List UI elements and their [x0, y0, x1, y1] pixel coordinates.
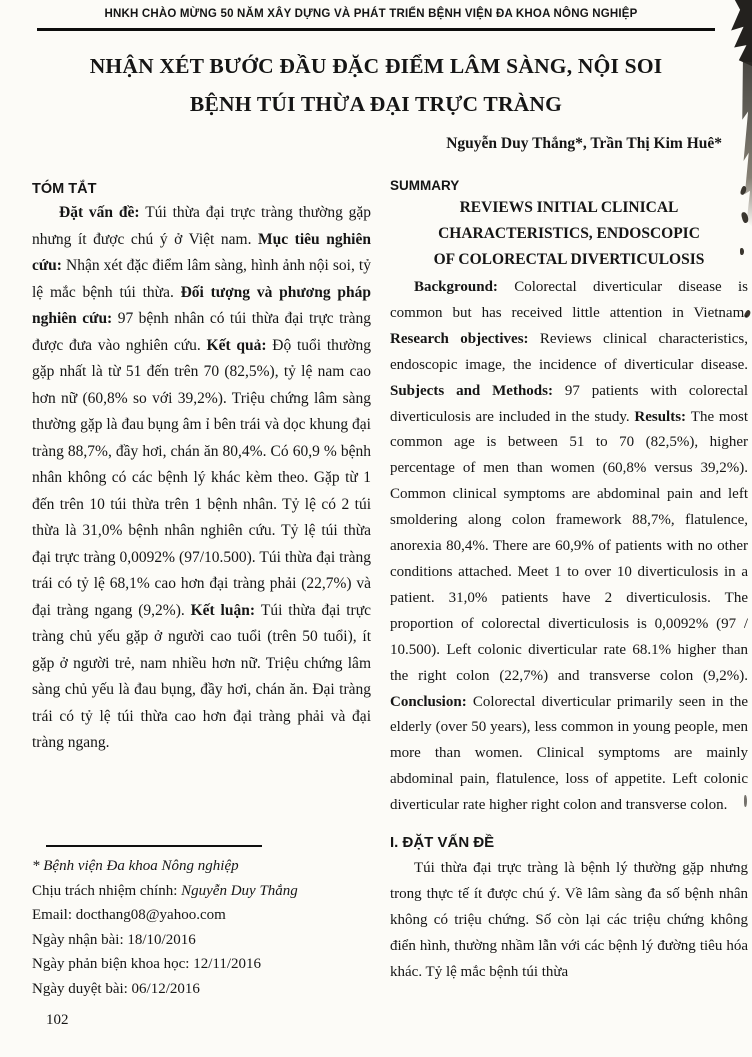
introduction-paragraph: Túi thừa đại trực tràng là bệnh lý thường gặp nhưng trong thực tế ít được chú ý. Về lâm sàng đa số bệnh nhân không có triệu chứng. Số còn lại các triệu chứng không điển hình, thường nhầm lẫn với các bệnh lý đường tiêu hóa khác. Tỷ lệ mắc bệnh túi thừa — [390, 860, 748, 980]
summary-title — [390, 195, 748, 273]
footnote-line-approved-date: Ngày duyệt bài: 06/12/2016 — [32, 980, 200, 997]
header-rule — [37, 28, 715, 31]
scan-artifact-corner — [716, 0, 752, 68]
authors-line: Nguyễn Duy Thắng*, Trần Thị Kim Huê* — [446, 135, 722, 152]
article-title — [55, 47, 697, 123]
footnote-line-review-date: Ngày phản biện khoa học: 12/11/2016 — [32, 956, 261, 973]
footnote-block — [32, 845, 371, 1001]
summary-section — [390, 178, 748, 986]
summary-title-line3: OF COLORECTAL DIVERTICULOSIS — [433, 251, 705, 268]
abstract-heading: TÓM TẮT — [32, 181, 97, 197]
footnote-line-responsible: Chịu trách nhiệm chính: Nguyễn Duy Thắng — [32, 882, 298, 899]
footnote-line-affiliation: * Bệnh viện Đa khoa Nông nghiệp — [32, 858, 239, 875]
article-title-line1: NHẬN XÉT BƯỚC ĐẦU ĐẶC ĐIỂM LÂM SÀNG, NỘI SOI — [89, 54, 663, 78]
footnote-line-received-date: Ngày nhận bài: 18/10/2016 — [32, 931, 196, 948]
introduction-heading: I. ĐẶT VẤN ĐỀ — [390, 834, 495, 852]
footnote-line-email: Email: docthang08@yahoo.com — [32, 907, 226, 924]
abstract-paragraph: Đặt vấn đề: Túi thừa đại trực tràng thường gặp nhưng ít được chú ý ở Việt nam. Mục tiêu nghiên cứu: Nhận xét đặc điểm lâm sàng, hình ảnh nội soi, tỷ lệ mắc bệnh túi thừa. Đối tượng và phương pháp nghiên cứu: 97 bệnh nhân có túi thừa đại trực tràng được đưa vào nghiên cứu. Kết quả: Độ tuổi thường gặp nhất là từ 51 đến trên 70 (82,5%), tỷ lệ nam cao hơn nữ (60,8% so với 39,2%). Triệu chứng lâm sàng thường gặp là đau bụng âm ỉ bên trái và dọc khung đại tràng 88,7%, đầy hơi, chán ăn 80,4%. Có 60,9 % bệnh nhân không có các bệnh lý khác kèm theo. Gặp từ 1 đến trên 10 túi thừa trên 1 bệnh nhân. Tỷ lệ có 2 túi thừa là 31,0% bệnh nhân nghiên cứu. Tỷ lệ túi thừa đại trực tràng 0,0092% (97/10.500). Túi thừa đại tràng trái có tỷ lệ 68,1% cao hơn đại tràng phải (22,7%) và đại tràng ngang (9,2%). Kết luận: Túi thừa đại trực tràng chủ yếu gặp ở người cao tuổi (trên 50 tuổi), ít gặp ở người trẻ, nam nhiều hơn nữ. Triệu chứng lâm sàng chủ yếu là đau bụng, đầy hơi, chán ăn. Đại tràng trái có tỷ lệ túi thừa cao hơn đại tràng phải và đại tràng ngang. — [32, 204, 372, 751]
journal-header: HNKH CHÀO MỪNG 50 NĂM XÂY DỰNG VÀ PHÁT TRIỂN BỆNH VIỆN ĐA KHOA NÔNG NGHIỆP — [104, 8, 638, 20]
summary-title-line1: REVIEWS INITIAL CLINICAL — [459, 199, 679, 216]
summary-paragraph: Background: Colorectal diverticular disease is common but has received little attention in Vietnam. Research objectives: Reviews clinical characteristics, endoscopic image, the incidence of diverticular disease. Subjects and Methods: 97 patients with colorectal diverticulosis are included in the study. Results: The most common age is between 51 to 70 (82,5%), higher percentage of men than women (60,8% versus 39,2%). Common clinical symptoms are abdominal pain and left smoldering along colon framework 88,7%, flatulence, anorexia 80,4%. There are 60,9% of patients with no other conditions attached. Meet 1 to over 10 diverticulosis in a patient. 31,0% patients have 2 diverticulosis. The proportion of colorectal diverticulosis is 0,0092% (97 / 10.500). Left colonic diverticular rate 68.1% higher than the right colon (22,7%) and transverse colon (9,2%). Conclusion: Colorectal diverticular primarily seen in the elderly (over 50 years), less common in young people, men more than women. Clinical symptoms are mainly abdominal pain, flatulence, loss of appetite. Left colonic diverticular rate higher right colon and transverse colon. — [390, 279, 749, 814]
page-number: 102 — [46, 1012, 69, 1028]
summary-heading: SUMMARY — [390, 178, 460, 193]
summary-title-line2: CHARACTERISTICS, ENDOSCOPIC — [438, 225, 700, 242]
footnote-rule — [46, 845, 262, 847]
abstract-section — [32, 181, 371, 757]
article-title-line2: BỆNH TÚI THỪA ĐẠI TRỰC TRÀNG — [189, 92, 563, 116]
